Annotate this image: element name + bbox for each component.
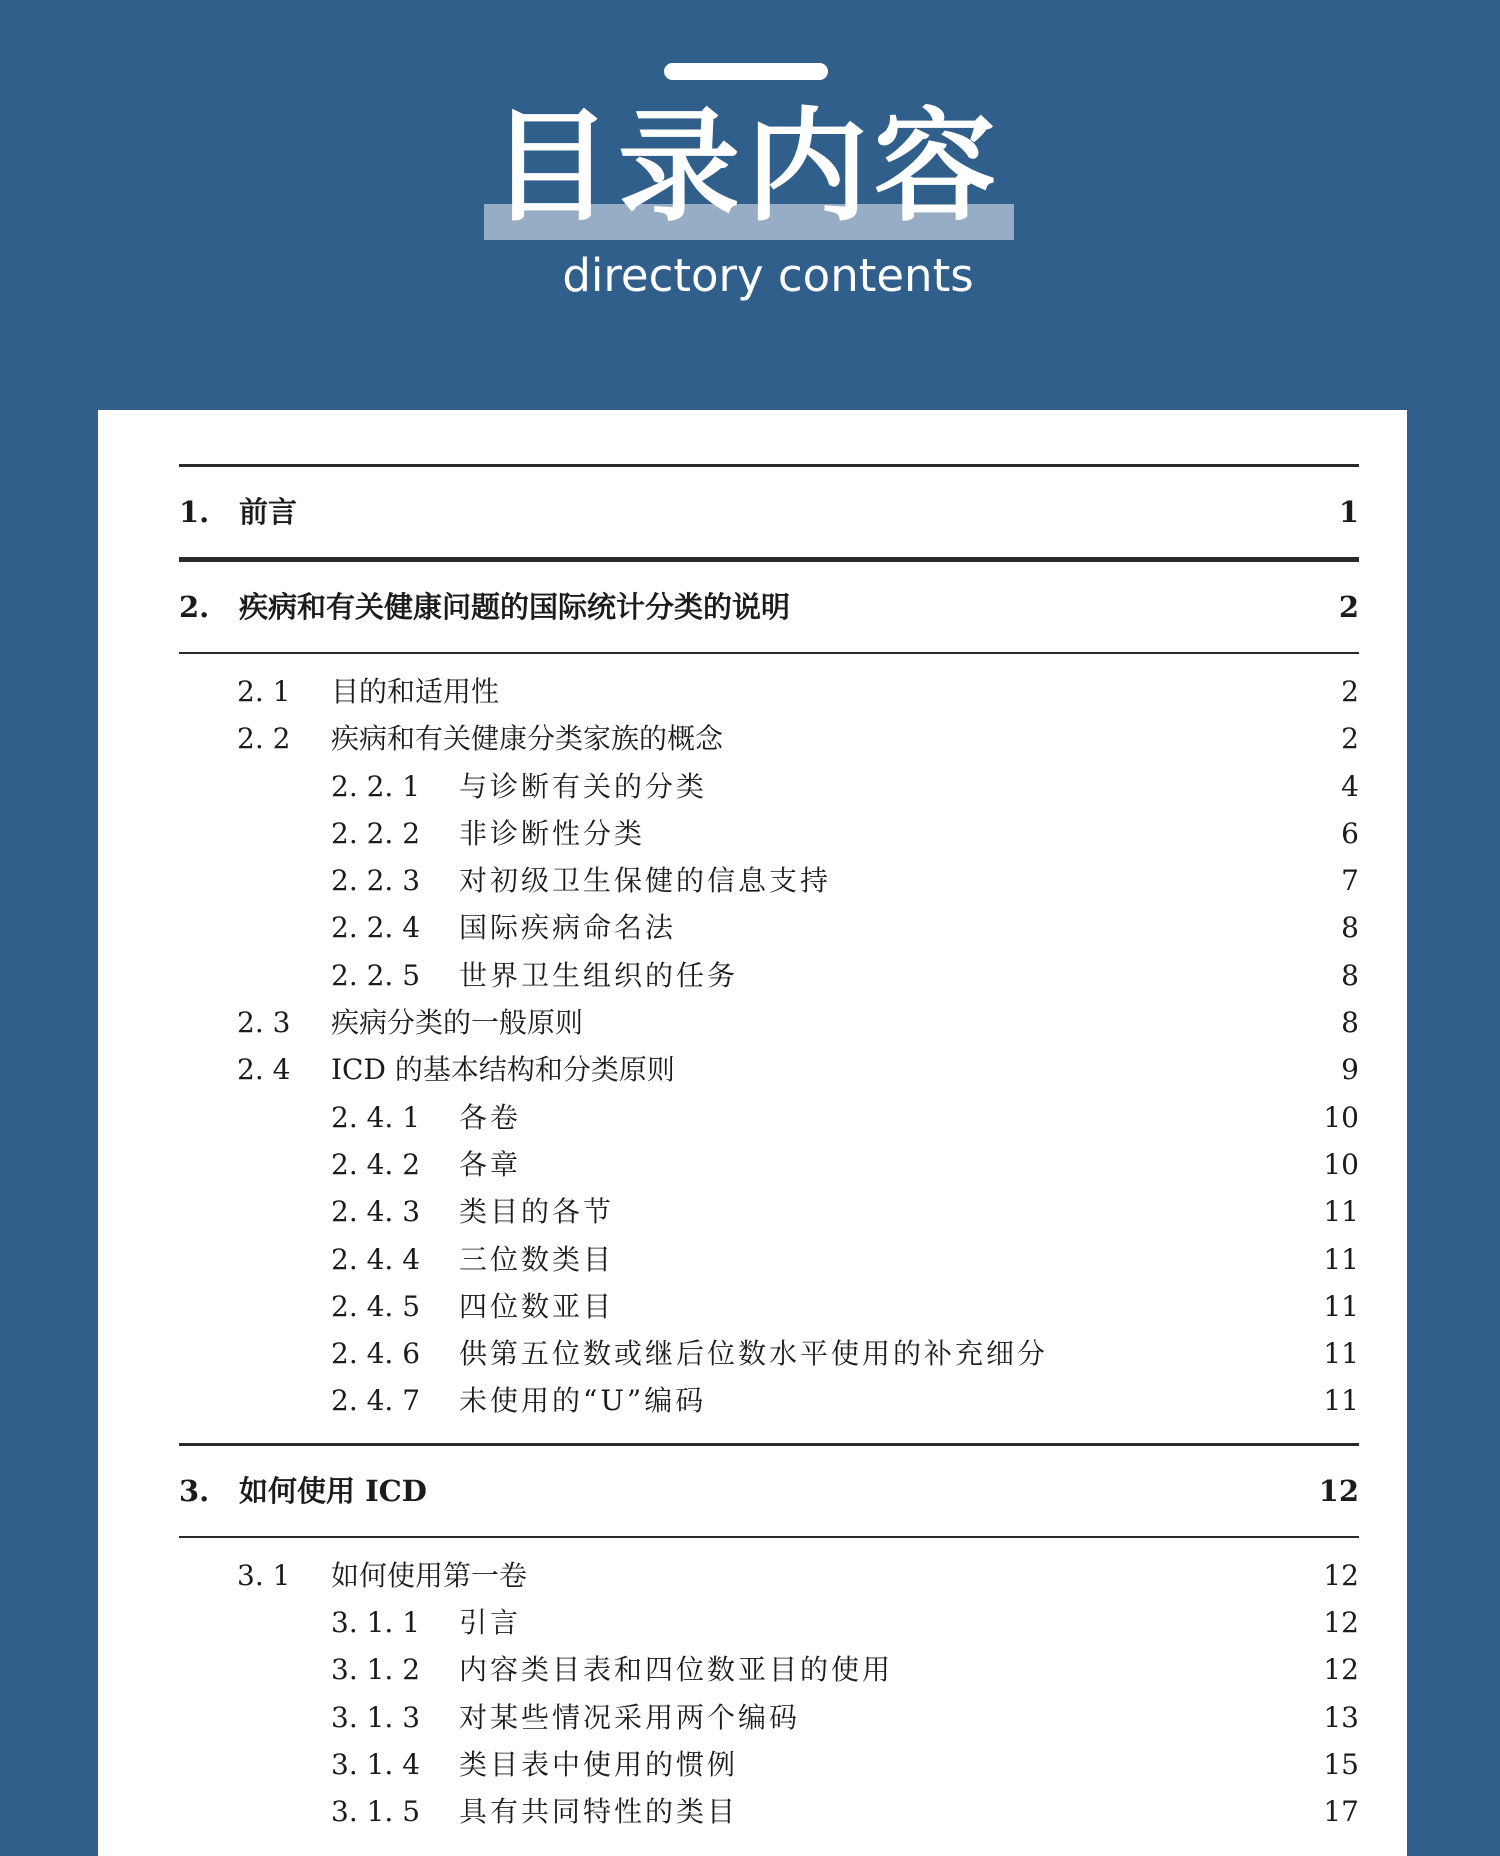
toc-chapter-number: 3. — [179, 1473, 210, 1508]
toc-subsection-number: 2. 4. 5 — [331, 1289, 421, 1323]
toc-subsection[interactable] — [179, 857, 1359, 904]
toc-section[interactable] — [179, 668, 1359, 715]
toc-chapter-page-number: 12 — [1318, 1473, 1359, 1508]
toc-subsection[interactable] — [179, 1741, 1359, 1788]
page-title: 目录内容 — [490, 96, 1002, 238]
toc-subsection-title: 类目的各节 — [459, 1195, 615, 1229]
spacer — [179, 654, 1359, 668]
toc-subsection[interactable] — [179, 1788, 1359, 1835]
toc-subsection-page-number: 11 — [1323, 1384, 1359, 1418]
toc-chapter-title: 前言 — [239, 495, 298, 529]
toc-subsection-title: 对初级卫生保健的信息支持 — [459, 864, 832, 898]
toc-subsection-title: 引言 — [459, 1606, 522, 1640]
toc-section-page-number: 8 — [1341, 1006, 1359, 1040]
toc-subsection-number: 3. 1. 1 — [331, 1606, 421, 1640]
toc-section-number: 2. 4 — [237, 1053, 291, 1087]
toc-subsection[interactable] — [179, 1141, 1359, 1188]
toc-subsection-page-number: 8 — [1341, 911, 1359, 945]
toc-subsection-number: 3. 1. 5 — [331, 1795, 421, 1829]
toc-subsection-title: 未使用的“U”编码 — [459, 1384, 707, 1418]
toc-section-title: 疾病和有关健康分类家族的概念 — [331, 722, 724, 756]
toc-subsection[interactable] — [179, 1094, 1359, 1141]
toc-subsection-page-number: 17 — [1323, 1795, 1359, 1829]
spacer — [179, 1538, 1359, 1552]
title-decoration-bar — [664, 63, 828, 80]
document-page — [98, 410, 1407, 1856]
toc-subsection-page-number: 15 — [1323, 1747, 1359, 1781]
toc-subsection-number: 2. 4. 2 — [331, 1147, 421, 1181]
toc-subsection[interactable] — [179, 1330, 1359, 1377]
toc-subsection[interactable] — [179, 1646, 1359, 1693]
toc-subsection-title: 三位数类目 — [459, 1242, 615, 1276]
toc-subsection-title: 各章 — [459, 1147, 522, 1181]
toc-subsection[interactable] — [179, 1377, 1359, 1424]
spacer — [179, 1425, 1359, 1443]
toc-section[interactable] — [179, 1552, 1359, 1599]
toc-subsection[interactable] — [179, 1283, 1359, 1330]
toc-subsection-title: 国际疾病命名法 — [459, 911, 677, 945]
toc-subsection-page-number: 12 — [1323, 1606, 1359, 1640]
toc-subsection-number: 3. 1. 2 — [331, 1653, 421, 1687]
toc-subsection-title: 供第五位数或继后位数水平使用的补充细分 — [459, 1337, 1049, 1371]
toc-subsection-number: 3. 1. 3 — [331, 1700, 421, 1734]
toc-subsection-number: 2. 4. 7 — [331, 1384, 421, 1418]
toc-section-page-number: 2 — [1341, 675, 1359, 708]
toc-chapter-page-number: 2 — [1338, 590, 1359, 624]
spacer — [179, 1836, 1359, 1854]
toc-subsection-page-number: 10 — [1323, 1100, 1359, 1134]
toc-chapter-number: 1. — [179, 495, 210, 529]
toc-subsection-number: 3. 1. 4 — [331, 1747, 421, 1781]
toc-subsection-title: 各卷 — [459, 1100, 522, 1134]
toc-subsection-page-number: 12 — [1323, 1653, 1359, 1687]
toc-chapter-number: 2. — [179, 590, 210, 624]
toc-section-title: ICD 的基本结构和分类原则 — [331, 1053, 675, 1087]
toc-chapter-title: 疾病和有关健康问题的国际统计分类的说明 — [239, 590, 791, 624]
toc-subsection[interactable] — [179, 1188, 1359, 1235]
toc-subsection-page-number: 11 — [1323, 1289, 1359, 1323]
page-subtitle: directory contents — [562, 249, 974, 302]
toc-section-title: 疾病分类的一般原则 — [331, 1006, 584, 1040]
toc-section-number: 3. 1 — [237, 1558, 291, 1592]
toc-subsection-number: 2. 2. 5 — [331, 958, 421, 992]
toc-subsection-title: 四位数亚目 — [459, 1289, 615, 1323]
toc-subsection[interactable] — [179, 763, 1359, 810]
toc-section-number: 2. 2 — [237, 722, 291, 756]
toc-subsection[interactable] — [179, 904, 1359, 951]
toc-section-page-number: 12 — [1323, 1558, 1359, 1592]
toc-section[interactable] — [179, 715, 1359, 762]
toc-subsection-page-number: 13 — [1323, 1700, 1359, 1734]
toc-subsection[interactable] — [179, 1694, 1359, 1741]
toc-subsection-page-number: 7 — [1341, 864, 1359, 898]
toc-subsection-title: 具有共同特性的类目 — [459, 1795, 739, 1829]
toc-chapter-title: 如何使用 ICD — [239, 1473, 427, 1508]
toc-subsection[interactable] — [179, 810, 1359, 857]
toc-subsection-page-number: 11 — [1323, 1195, 1359, 1229]
toc-section[interactable] — [179, 1046, 1359, 1093]
toc-subsection-number: 2. 4. 4 — [331, 1242, 421, 1276]
toc-section-title: 如何使用第一卷 — [331, 1558, 528, 1592]
toc-subsection-number: 2. 2. 4 — [331, 911, 421, 945]
toc-chapter-page-number: 1 — [1338, 495, 1359, 529]
toc-subsection-title: 对某些情况采用两个编码 — [459, 1700, 801, 1734]
toc-subsection-title: 类目表中使用的惯例 — [459, 1747, 739, 1781]
toc-subsection-page-number: 11 — [1323, 1337, 1359, 1371]
toc-subsection-title: 与诊断有关的分类 — [459, 769, 708, 803]
toc-subsection[interactable] — [179, 1599, 1359, 1646]
toc-section-number: 2. 1 — [237, 675, 291, 708]
toc-subsection-number: 2. 2. 2 — [331, 816, 421, 850]
toc-section-number: 2. 3 — [237, 1006, 291, 1040]
toc-subsection-page-number: 11 — [1323, 1242, 1359, 1276]
toc-subsection[interactable] — [179, 1236, 1359, 1283]
toc-subsection-number: 2. 2. 1 — [331, 769, 421, 803]
toc-section[interactable] — [179, 999, 1359, 1046]
toc-subsection-page-number: 8 — [1341, 958, 1359, 992]
toc-chapter[interactable] — [179, 1446, 1359, 1536]
toc-section-page-number: 9 — [1341, 1053, 1359, 1087]
toc-subsection-number: 2. 4. 1 — [331, 1100, 421, 1134]
toc-subsection-number: 2. 2. 3 — [331, 864, 421, 898]
toc-subsection-page-number: 6 — [1341, 816, 1359, 850]
table-of-contents — [179, 464, 1359, 1854]
toc-subsection-title: 世界卫生组织的任务 — [459, 958, 739, 992]
toc-subsection-title: 非诊断性分类 — [459, 816, 646, 850]
toc-section-page-number: 2 — [1341, 722, 1359, 756]
toc-chapter[interactable] — [179, 562, 1359, 652]
toc-subsection-number: 2. 4. 6 — [331, 1337, 421, 1371]
toc-section-title: 目的和适用性 — [331, 675, 500, 708]
toc-subsection-title: 内容类目表和四位数亚目的使用 — [459, 1653, 894, 1687]
toc-subsection[interactable] — [179, 952, 1359, 999]
toc-chapter[interactable] — [179, 467, 1359, 557]
toc-subsection-page-number: 4 — [1341, 769, 1359, 803]
toc-subsection-number: 2. 4. 3 — [331, 1195, 421, 1229]
toc-subsection-page-number: 10 — [1323, 1147, 1359, 1181]
